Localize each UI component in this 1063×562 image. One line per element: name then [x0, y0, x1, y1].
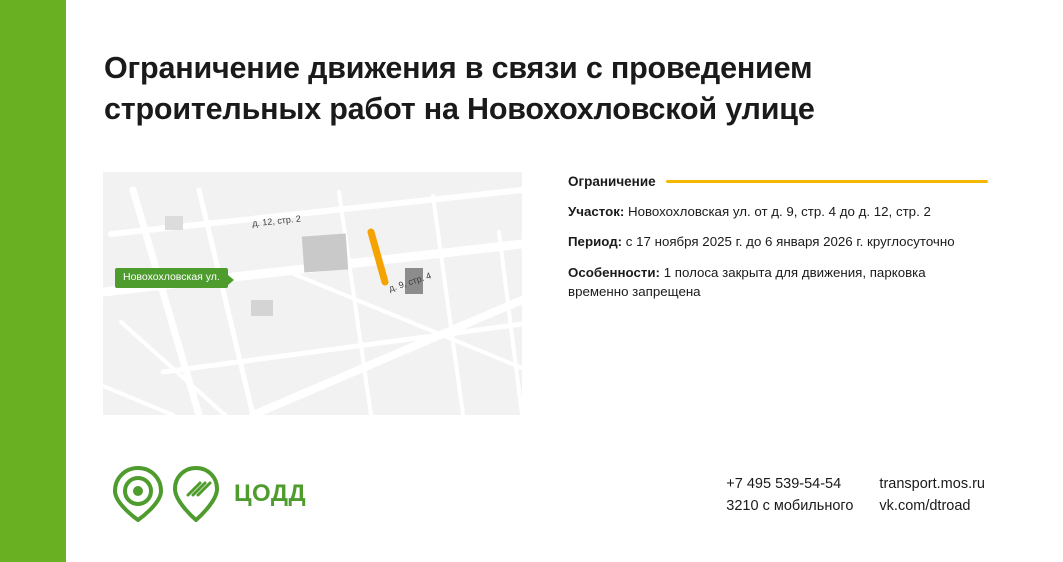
contacts-phone-col	[726, 474, 853, 518]
info-key-details: Особенности:	[568, 264, 660, 280]
info-key-period: Период:	[568, 234, 623, 250]
building-label-2: д. 9, стр. 4	[387, 270, 433, 294]
building-label-1: д. 12, стр. 2	[251, 213, 302, 229]
street-name-label: Новохохловская ул.	[115, 268, 228, 288]
info-row-section	[568, 202, 988, 221]
page-title: Ограничение движения в связи с проведением строительных работ на Новохохловской улице	[104, 51, 815, 126]
accent-rule	[666, 180, 988, 183]
info-row-details	[568, 263, 988, 302]
cdd-pin-lines-icon	[172, 466, 220, 522]
cdd-pin-spiral-icon	[110, 466, 166, 522]
info-key-section: Участок:	[568, 204, 625, 219]
logo-text: ЦОДД	[234, 480, 307, 507]
phone-number: +7 495 539-54-54	[726, 476, 842, 492]
info-value-details: 1 полоса закрыта для движения, парковка временно запрещена	[568, 264, 926, 299]
info-row-period	[568, 232, 988, 251]
info-panel	[568, 174, 988, 301]
left-green-bar	[0, 0, 66, 562]
logo	[110, 466, 306, 522]
info-heading: Ограничение	[568, 174, 656, 189]
contacts-web-col	[879, 474, 985, 518]
vk-link[interactable]: vk.com/dtroad	[879, 497, 971, 514]
mobile-number: 3210 с мобильного	[726, 497, 854, 514]
map-graphic	[103, 172, 522, 415]
info-heading-row	[568, 174, 988, 189]
website-link[interactable]: transport.mos.ru	[879, 476, 985, 492]
footer-contacts	[726, 474, 985, 518]
info-value-period: с 17 ноября 2025 г. до 6 января 2026 г. круглосуточно	[622, 234, 955, 250]
info-value-section: Новохохловская ул. от д. 9, стр. 4 до д. 12, стр. 2	[624, 204, 931, 219]
map-card[interactable]	[103, 172, 522, 415]
